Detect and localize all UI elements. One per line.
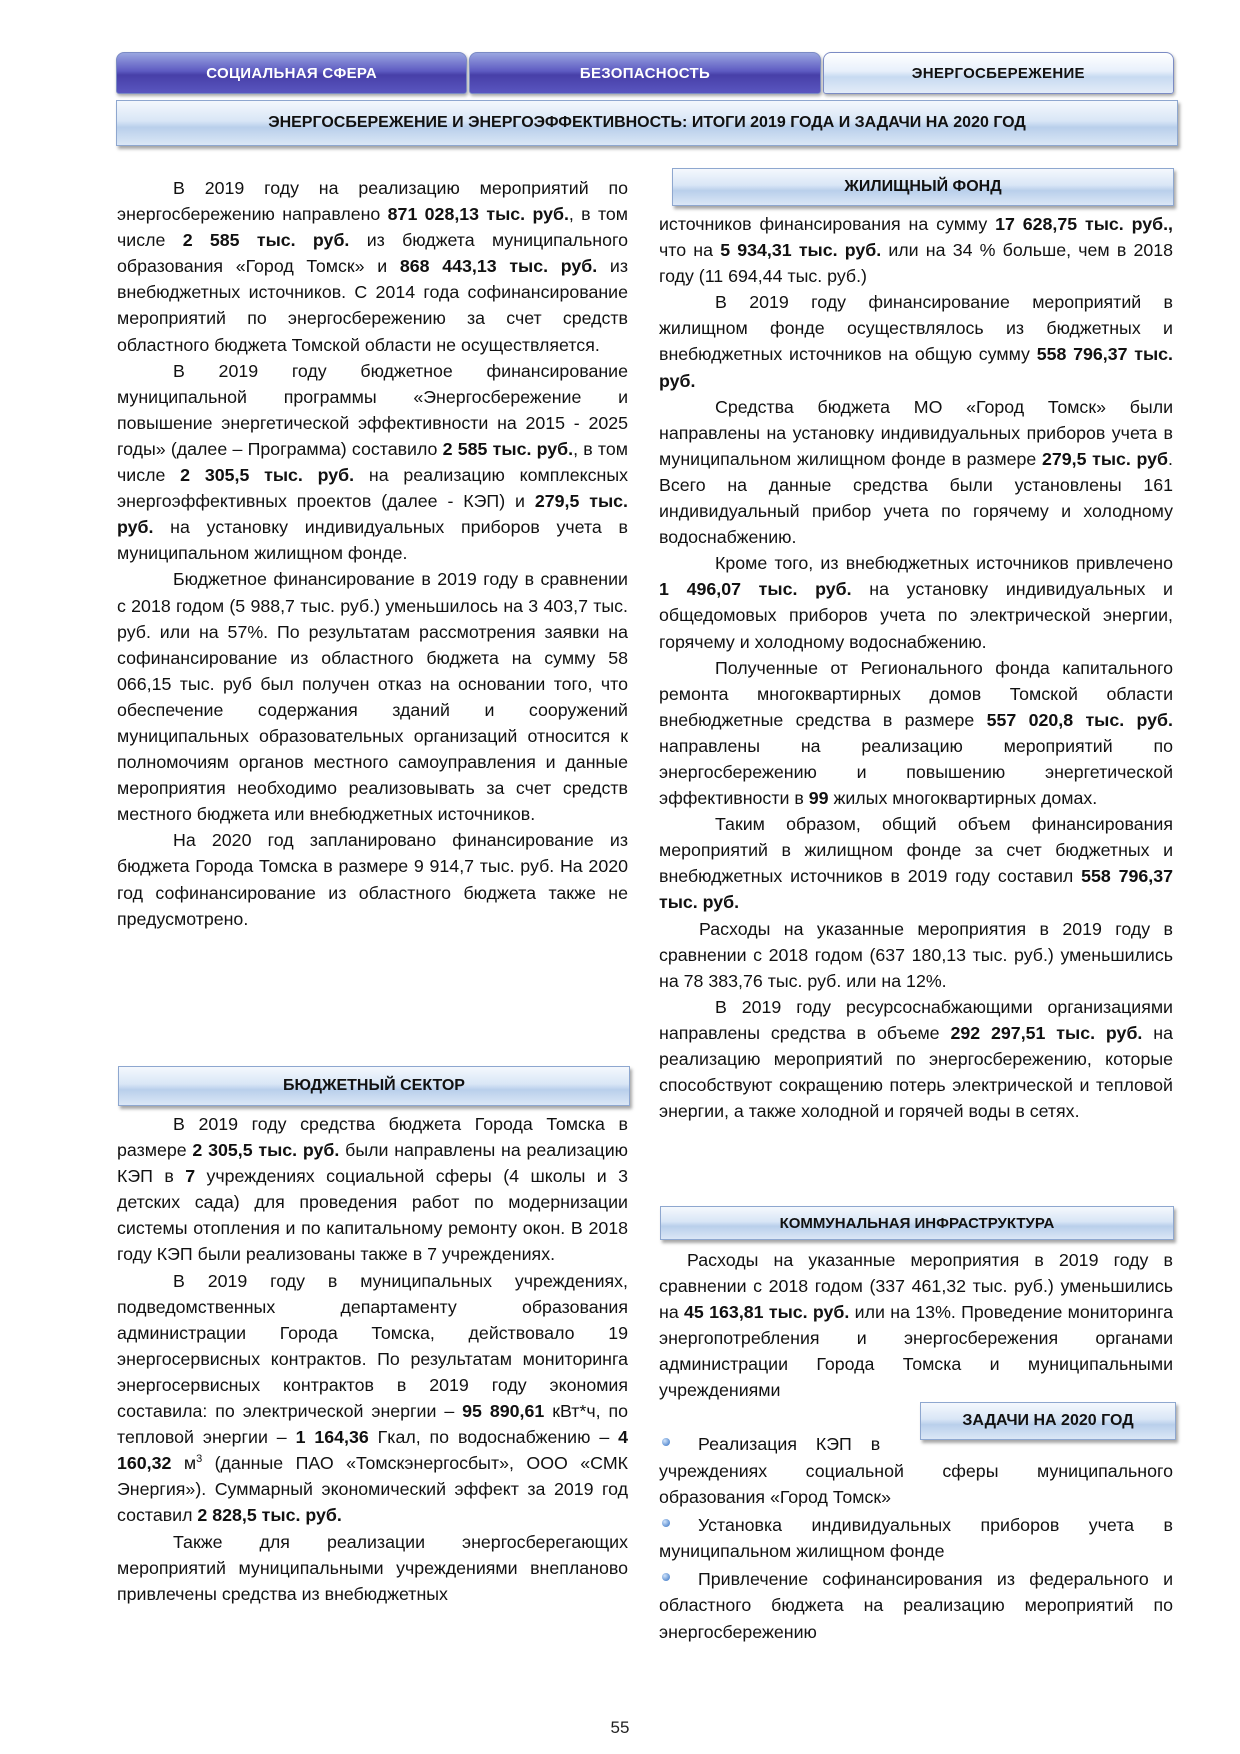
section-heading-housing: ЖИЛИЩНЫЙ ФОНД [672, 168, 1174, 206]
page-title: ЭНЕРГОСБЕРЕЖЕНИЕ И ЭНЕРГОЭФФЕКТИВНОСТЬ: ИТОГИ 2019 ГОДА И ЗАДАЧИ НА 2020 ГОД [116, 100, 1178, 146]
bullet-icon [662, 1573, 670, 1581]
budget-sector-text [117, 1111, 628, 1607]
section-tabs [116, 52, 1176, 94]
paragraph: Средства бюджета МО «Город Томск» были направлены на установку индивидуальных приборов учета в муниципальном жилищном фонде в размере 279,5 тыс. руб. Всего на данные средства были установлены 161 индивидуальный прибор учета по горячему и холодному водоснабжению. [659, 396, 1173, 548]
list-item: Установка индивидуальных приборов учета в муниципальном жилищном фонде [659, 1514, 1173, 1561]
paragraph: В 2019 году средства бюджета Города Томска в размере 2 305,5 тыс. руб. были направлены на реализацию КЭП в 7 учреждениях социальной сферы (4 школы и 3 детских сада) для проведения работ по модернизации системы отопления и по капитальному ремонту окон. В 2018 году КЭП были реализованы также в 7 учреждениях. [117, 1114, 628, 1265]
tab-social-sphere[interactable]: СОЦИАЛЬНАЯ СФЕРА [116, 52, 467, 94]
left-column-intro [117, 175, 628, 932]
section-heading-communal: КОММУНАЛЬНАЯ ИНФРАСТРУКТУРА [660, 1206, 1174, 1240]
paragraph: В 2019 году финансирование мероприятий в жилищном фонде осуществлялось из бюджетных и внебюджетных источников на общую сумму 558 796,37 тыс. руб. [659, 292, 1173, 391]
paragraph: Расходы на указанные мероприятия в 2019 году в сравнении с 2018 годом (337 461,32 тыс. руб.) уменьшились на 45 163,81 тыс. руб. или на 13%. Проведение мониторинга энергопотребления и энергосбережения органами администрации Города Томска и муниципальными учреждениями [659, 1250, 1173, 1401]
housing-text [659, 211, 1173, 1124]
paragraph: На 2020 год запланировано финансирование из бюджета Города Томска в размере 9 914,7 тыс. руб. На 2020 год софинансирование из областного бюджета также не предусмотрено. [117, 830, 628, 929]
paragraph: Полученные от Регионального фонда капитального ремонта многоквартирных домов Томской области внебюджетные средства в размере 557 020,8 тыс. руб. направлены на реализацию мероприятий по энергосбережению и повышению энергетической эффективности в 99 жилых многоквартирных домах. [659, 657, 1173, 809]
section-heading-budget-sector: БЮДЖЕТНЫЙ СЕКТОР [118, 1066, 630, 1106]
tasks-list [659, 1431, 1173, 1646]
paragraph: Таким образом, общий объем финансирования мероприятий в жилищном фонде за счет бюджетных и внебюджетных источников в 2019 году составил 558 796,37 тыс. руб. [659, 814, 1173, 913]
paragraph: В 2019 году в муниципальных учреждениях, подведомственных департаменту образования администрации Города Томска, действовало 19 энергосервисных контрактов. По результатам мониторинга энергосервисных контрактов в 2019 году экономия составила: по электрической энергии – 95 890,61 кВт*ч, по тепловой энергии – 1 164,36 Гкал, по водоснабжению – 4 160,32 $м^3$ (данные ПАО «Томскэнергосбыт», ООО «СМК Энергия»). Суммарный экономический эффект за 2019 год составил 2 828,5 тыс. руб. [117, 1270, 628, 1526]
paragraph: Бюджетное финансирование в 2019 году в сравнении с 2018 годом (5 988,7 тыс. руб.) уменьшилось на 3 403,7 тыс. руб. или на 57%. По результатам рассмотрения заявки на софинансирование из областного бюджета на сумму 58 066,15 тыс. руб был получен отказ на основании того, что обеспечение содержания зданий и сооружений муниципальных образовательных организаций относится к полномочиям органов местного самоуправления и данные мероприятия необходимо реализовывать за счет средств местного бюджета или внебюджетных источников. [117, 569, 628, 825]
bullet-icon [662, 1519, 670, 1527]
paragraph: Кроме того, из внебюджетных источников привлечено 1 496,07 тыс. руб. на установку индивидуальных и общедомовых приборов учета по электрической энергии, горячему и холодному водоснабжению. [659, 553, 1173, 652]
list-item: Привлечение софинансирования из федерального и областного бюджета на реализацию мероприятий по энергосбережению [659, 1568, 1173, 1642]
paragraph: источников финансирования на сумму 17 628,75 тыс. руб., что на 5 934,31 тыс. руб. или на 34 % больше, чем в 2018 году (11 694,44 тыс. руб.) [659, 214, 1174, 287]
section-heading-tasks: ЗАДАЧИ НА 2020 ГОД [920, 1402, 1176, 1440]
communal-text [659, 1247, 1173, 1404]
bullet-icon [662, 1438, 670, 1446]
tab-energy-saving[interactable]: ЭНЕРГОСБЕРЕЖЕНИЕ [823, 52, 1174, 94]
paragraph: В 2019 году бюджетное финансирование муниципальной программы «Энергосбережение и повышение энергетической эффективности на 2015 - 2025 годы» (далее – Программа) составило 2 585 тыс. руб., в том числе 2 305,5 тыс. руб. на реализацию комплексных энергоэффективных проектов (далее - КЭП) и 279,5 тыс. руб. на установку индивидуальных приборов учета в муниципальном жилищном фонде. [117, 360, 628, 564]
page-number: 55 [610, 1718, 630, 1737]
paragraph: Расходы на указанные мероприятия в 2019 году в сравнении с 2018 годом (637 180,13 тыс. руб.) уменьшились на 78 383,76 тыс. руб. или на 12%. [659, 918, 1173, 991]
paragraph: В 2019 году ресурсоснабжающими организациями направлены средства в объеме 292 297,51 тыс. руб. на реализацию мероприятий по энергосбережению, которые способствуют сокращению потерь электрической и тепловой энергии, а также холодной и горячей воды в сетях. [659, 996, 1173, 1122]
paragraph: В 2019 году на реализацию мероприятий по энергосбережению направлено 871 028,13 тыс. руб., в том числе 2 585 тыс. руб. из бюджета муниципального образования «Город Томск» и 868 443,13 тыс. руб. из внебюджетных источников. С 2014 года софинансирование мероприятий по энергосбережению за счет средств областного бюджета Томской области не осуществляется. [117, 178, 628, 355]
list-item: Реализация КЭП в учреждениях социальной сферы муниципального образования «Город Томск» [659, 1434, 1173, 1507]
paragraph: Также для реализации энергосберегающих мероприятий муниципальными учреждениями внепланово привлечены средства из внебюджетных [117, 1531, 628, 1604]
tab-security[interactable]: БЕЗОПАСНОСТЬ [469, 52, 820, 94]
